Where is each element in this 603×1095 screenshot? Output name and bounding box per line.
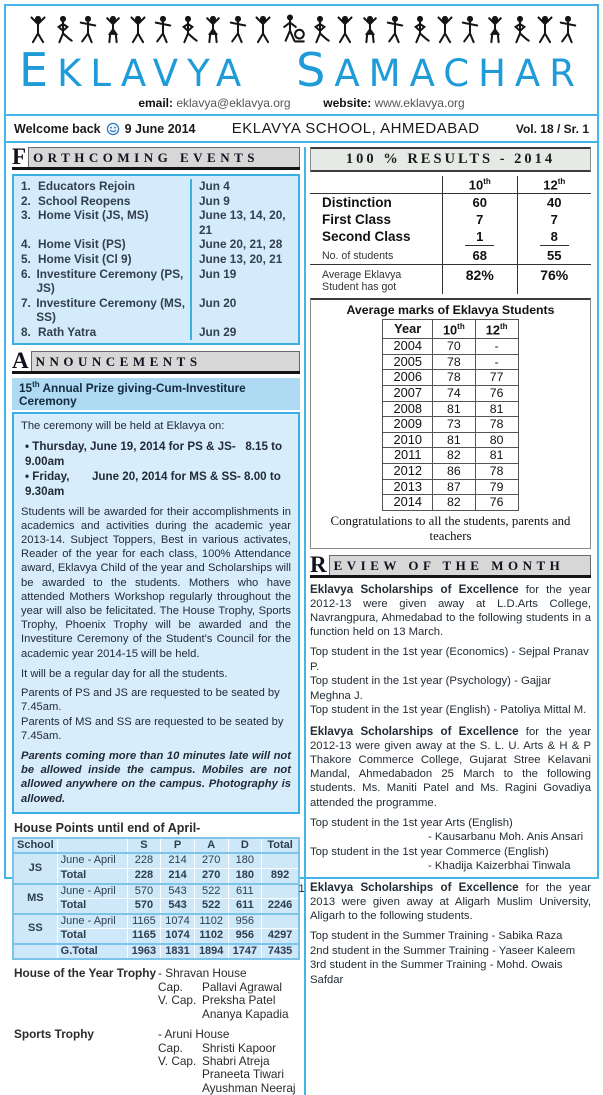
announcements-header bbox=[12, 347, 300, 374]
event-name: School Reopens bbox=[38, 193, 131, 208]
top-student-line: Top student in the 1st year (Economics) - Sejpal Pranav P. bbox=[310, 646, 589, 673]
top-student-line: 3rd student in the Summer Training - Mohd. Owais Safdar bbox=[310, 959, 563, 987]
title-word-2: SAMACHAR bbox=[296, 43, 584, 97]
email-label: email: bbox=[138, 96, 173, 110]
announcement-body bbox=[12, 412, 300, 813]
title-word-1: EKLAVYA bbox=[19, 43, 251, 97]
event-date: Jun 19 bbox=[190, 267, 298, 296]
events-list bbox=[12, 174, 300, 345]
school-name: EKLAVYA SCHOOL, AHMEDABAD bbox=[231, 120, 480, 137]
average-marks-header-row: Year 10th 12th bbox=[383, 320, 518, 339]
table-row: Distinction 60 40 bbox=[310, 194, 591, 211]
event-row bbox=[14, 267, 298, 296]
table-row: 2007 74 76 bbox=[383, 385, 518, 401]
announcement-paragraph: Students will be awarded for their accomplishments in academics and activities during the academic year 2013-14. Subject Toppers, Best in various activates, Reader of the year for each class, 100% Attendance award, Eklavya Child of the year and Scholarships will be awarded to the students. Mothers who have attended Mothers Workshop regularly throughout the year will also be felicitated. The House Trophy, Sports Trophy, Phoenix Trophy will be awarded and the Investiture Ceremony of the Student's Council for the academic year 2014-15 will be held. bbox=[21, 505, 291, 660]
top-students-list-3 bbox=[310, 929, 591, 987]
event-name: Investiture Ceremony (PS, JS) bbox=[36, 266, 184, 296]
average-row: Average Eklavya Student has got 82% 76% bbox=[310, 264, 591, 294]
announcement-subheader: 15th Annual Prize giving-Cum-Investiture Ceremony bbox=[12, 378, 300, 411]
trophy-house: - Shravan House bbox=[158, 966, 247, 981]
table-row: 2013 87 79 bbox=[383, 479, 518, 495]
table-row: 2006 78 77 bbox=[383, 370, 518, 386]
review-of-month-header bbox=[310, 551, 591, 578]
header-text: ORTHCOMING EVENTS bbox=[28, 147, 300, 167]
table-row: SS June - April 1165 1074 1102 956 bbox=[13, 914, 299, 929]
event-name: Investiture Ceremony (MS, SS) bbox=[36, 295, 186, 325]
table-row: Total 1165 1074 1102 956 4297 bbox=[13, 929, 299, 944]
event-date: June 20, 21, 28 bbox=[190, 237, 298, 252]
top-student-line: 2nd student in the Summer Training - Yaseer Kaleem bbox=[310, 944, 576, 957]
table-row: Total 570 543 522 611 2246 bbox=[13, 899, 299, 914]
event-date: Jun 9 bbox=[190, 194, 298, 209]
event-number: 3. bbox=[21, 208, 31, 223]
table-row: 2004 70 - bbox=[383, 339, 518, 355]
seating-note-2: Parents of MS and SS are requested to be seated by 7.45am. bbox=[21, 715, 284, 742]
average-marks-title: Average marks of Eklavya Students bbox=[346, 303, 555, 318]
event-row bbox=[14, 252, 298, 267]
ceremony-schedule-1: • Thursday, June 19, 2014 for PS & JS- 8.15 to 9.00am bbox=[25, 439, 286, 468]
issue-date: 9 June 2014 bbox=[124, 121, 196, 136]
top-student-line: Top student in the 1st year (English) - Patoliya Mittal M. bbox=[310, 704, 587, 717]
house-points-header-row: School S P A D Total bbox=[13, 838, 299, 854]
welcome-text: Welcome back bbox=[14, 121, 101, 136]
trophy-label: House of the Year Trophy bbox=[14, 966, 157, 981]
volume-serial: Vol. 18 / Sr. 1 bbox=[515, 121, 589, 136]
event-row bbox=[14, 208, 298, 237]
website-value[interactable]: www.eklavya.org bbox=[374, 96, 465, 110]
table-row: 2011 82 81 bbox=[383, 448, 518, 464]
event-date: Jun 20 bbox=[190, 296, 298, 325]
campus-rules-note: Parents coming more than 10 minutes late will not be allowed inside the campus. Mobiles are not allowed anywhere on the campus. Photography is allowed. bbox=[21, 749, 291, 805]
event-date: Jun 29 bbox=[190, 325, 298, 340]
event-row bbox=[14, 296, 298, 325]
top-students-list-1 bbox=[310, 645, 591, 718]
event-row bbox=[14, 194, 298, 209]
email-value[interactable]: eklavya@eklavya.org bbox=[176, 96, 291, 110]
column-divider bbox=[304, 147, 306, 1095]
table-row: First Class 7 7 bbox=[310, 211, 591, 228]
house-of-year-trophy: House of the Year Trophy - Shravan House Cap. Pallavi Agrawal V. Cap. Preksha Patel Ananya Kapadia bbox=[14, 966, 289, 1021]
regular-day-note: It will be a regular day for all the students. bbox=[21, 667, 228, 680]
header-initial: F bbox=[12, 144, 27, 169]
table-row: 2008 81 81 bbox=[383, 401, 518, 417]
results-header-row: 10th 12th bbox=[310, 176, 591, 194]
contact-line bbox=[6, 96, 597, 114]
scholarship-paragraph-2: Eklavya Scholarships of Excellence for the year 2012-13 were given away at the S. L. U. Arts & H & P Thakore Commerce College, Gujarat Stree Kelavani Mandal, Ahmedabadon 25 March to the following students. Ms. Maniti Patel and Ms. Ragini Govadiya attended the programme. bbox=[310, 725, 591, 809]
table-row: MS June - April 570 543 522 611 bbox=[13, 884, 299, 899]
event-name: Rath Yatra bbox=[38, 324, 97, 339]
header-initial: A bbox=[12, 347, 29, 373]
top-student-line: Top student in the Summer Training - Sabika Raza bbox=[310, 930, 563, 943]
info-bar bbox=[6, 114, 597, 143]
ceremony-schedule-2: • Friday, June 20, 2014 for MS & SS- 8.00 to 9.30am bbox=[25, 469, 285, 498]
right-column bbox=[310, 147, 591, 1095]
seating-note-1: Parents of PS and JS are requested to be seated by 7.45am. bbox=[21, 687, 280, 714]
table-row: Second Class 1 8 bbox=[310, 228, 591, 247]
event-name: Home Visit (Cl 9) bbox=[38, 251, 132, 266]
header-initial: R bbox=[310, 551, 327, 577]
event-date: June 13, 14, 20, 21 bbox=[190, 208, 298, 237]
scholarship-paragraph-3: Eklavya Scholarships of Excellence for the year 2013 were given away at Aligarh Muslim University, Aligarh to the following students. bbox=[310, 881, 591, 923]
event-number: 5. bbox=[21, 251, 31, 266]
congratulations-note: Congratulations to all the students, parents and teachers bbox=[330, 513, 571, 543]
review-body bbox=[310, 583, 591, 988]
event-number: 4. bbox=[21, 237, 31, 252]
website-label: website: bbox=[323, 96, 372, 110]
newsletter-title bbox=[6, 43, 597, 97]
event-name: Home Visit (JS, MS) bbox=[38, 208, 149, 223]
scholarship-paragraph-1: Eklavya Scholarships of Excellence for the year 2012-13 were given away at L.D.Arts College, Navrangpura, Ahmedabad to the following students in a function held on 13 March. bbox=[310, 582, 591, 638]
event-row bbox=[14, 179, 298, 194]
average-marks-table bbox=[382, 319, 518, 510]
sports-trophy: Sports Trophy - Aruni House Cap. Shristi Kapoor V. Cap. Shabri Atreja Praneeta Tiwari Ayushman Neeraj bbox=[14, 1027, 296, 1095]
house-points-title: House Points until end of April- bbox=[14, 820, 201, 835]
event-row bbox=[14, 325, 298, 340]
table-row: 2014 82 76 bbox=[383, 495, 518, 511]
event-date: June 13, 20, 21 bbox=[190, 252, 298, 267]
warli-figures-strip bbox=[28, 12, 576, 46]
students-count-row: No. of students 68 55 bbox=[310, 247, 591, 264]
trophy-house: - Aruni House bbox=[158, 1027, 230, 1042]
results-header: 100 % RESULTS - 2014 bbox=[310, 147, 591, 172]
forthcoming-events-header bbox=[12, 144, 300, 170]
table-row: Total 228 214 270 180 892 bbox=[13, 868, 299, 883]
newsletter-page bbox=[4, 4, 599, 1095]
event-row bbox=[14, 237, 298, 252]
event-number: 8. bbox=[21, 324, 31, 339]
table-row: 2012 86 78 bbox=[383, 463, 518, 479]
event-name: Educators Rejoin bbox=[38, 179, 136, 193]
table-row: 2010 81 80 bbox=[383, 432, 518, 448]
top-student-line: Top student in the 1st year (Psychology) - Gajjar Meghna J. bbox=[310, 675, 552, 702]
grand-total-row: G.Total 1963 1831 1894 1747 7435 bbox=[13, 944, 299, 960]
table-row: 2005 78 - bbox=[383, 354, 518, 370]
event-date: Jun 4 bbox=[190, 179, 298, 194]
announcement-intro: The ceremony will be held at Eklavya on: bbox=[21, 420, 225, 433]
smiley-icon bbox=[106, 122, 120, 136]
results-table bbox=[310, 176, 591, 294]
house-points-table bbox=[12, 837, 300, 961]
header-text: EVIEW OF THE MONTH bbox=[329, 555, 591, 575]
event-name: Home Visit (PS) bbox=[38, 237, 126, 252]
average-marks-section bbox=[310, 298, 591, 548]
left-column bbox=[12, 144, 300, 1095]
top-students-list-2: Top student in the 1st year Arts (English) - Kausarbanu Moh. Anis Ansari Top student in the 1st year Commerce (English) - Khadija Kaizerbhai Tinwala bbox=[310, 816, 584, 873]
event-number: 7. bbox=[21, 295, 31, 310]
event-number: 2. bbox=[21, 193, 31, 208]
trophy-label: Sports Trophy bbox=[14, 1027, 94, 1042]
event-number: 6. bbox=[21, 266, 31, 281]
table-row: 2009 73 78 bbox=[383, 417, 518, 433]
event-number: 1. bbox=[21, 179, 31, 193]
header-text: NNOUNCEMENTS bbox=[31, 351, 300, 371]
page-number: 1 bbox=[298, 883, 305, 895]
table-row: JS June - April 228 214 270 180 bbox=[13, 853, 299, 868]
